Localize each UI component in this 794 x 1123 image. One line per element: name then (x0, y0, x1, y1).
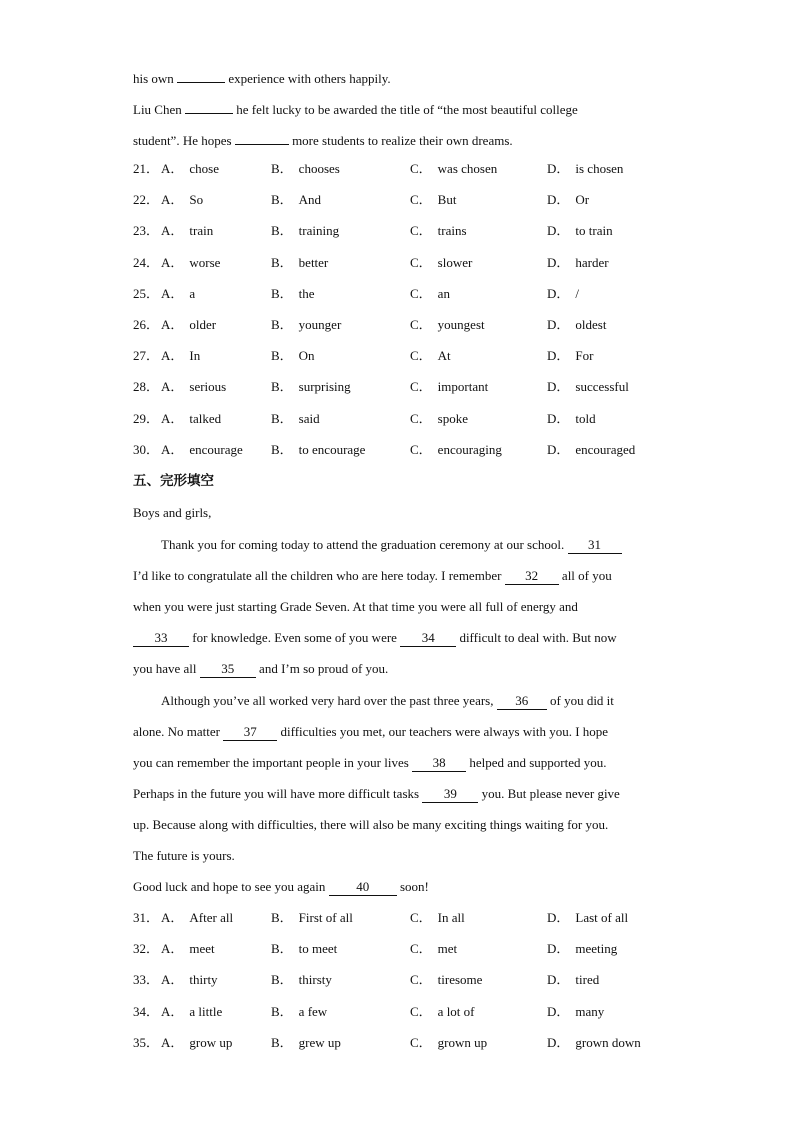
option-letter: C． (410, 161, 432, 176)
answer-option[interactable] (271, 410, 320, 428)
question-number: 27． (133, 348, 160, 364)
passage-line (161, 692, 614, 710)
answer-option[interactable] (547, 971, 599, 989)
option-text: For (575, 348, 594, 364)
option-letter: A． (161, 348, 184, 364)
option-letter: A． (161, 254, 184, 270)
cloze-blank-39: 39 (422, 787, 478, 803)
passage-line (133, 660, 388, 678)
answer-option[interactable] (410, 971, 482, 989)
passage-text: his own (133, 71, 174, 86)
answer-option[interactable] (410, 410, 468, 428)
question-row (133, 378, 693, 396)
answer-option[interactable] (161, 1003, 222, 1021)
question-row (133, 347, 693, 365)
passage-text: Liu Chen (133, 102, 182, 117)
option-text: grew up (298, 1034, 341, 1050)
option-letter: D． (547, 1034, 570, 1050)
option-text: worse (189, 254, 221, 270)
passage-line (133, 629, 617, 647)
option-letter: A． (161, 1034, 184, 1050)
option-text: / (575, 285, 580, 301)
answer-option[interactable] (547, 378, 629, 396)
passage-line (133, 67, 391, 88)
answer-option[interactable] (410, 378, 488, 396)
option-text: grow up (189, 1034, 233, 1050)
option-text: an (437, 285, 450, 301)
option-letter: D． (547, 910, 570, 925)
option-text: thirty (189, 972, 218, 988)
option-letter: C． (410, 910, 432, 925)
option-text: told (575, 410, 596, 426)
question-number: 35． (133, 1034, 160, 1050)
option-letter: D． (547, 941, 570, 957)
option-text: meeting (575, 941, 618, 957)
answer-option[interactable] (547, 909, 628, 927)
cloze-blank-34: 34 (400, 631, 456, 647)
cloze-blank-38: 38 (412, 756, 466, 772)
cloze-blank-40: 40 (329, 880, 397, 896)
answer-option[interactable] (161, 909, 233, 927)
passage-text: Although you’ve all worked very hard over the past three years, (161, 693, 494, 708)
option-text: tired (575, 972, 600, 988)
question-number: 25． (133, 285, 160, 301)
answer-option[interactable] (547, 160, 623, 178)
passage-text: I’d like to congratulate all the children who are here today. I remember (133, 568, 502, 583)
question-number: 26． (133, 317, 160, 332)
passage-line (133, 723, 608, 741)
cloze-blank-31: 31 (568, 538, 622, 554)
option-letter: D． (547, 1003, 570, 1019)
option-text: First of all (298, 910, 353, 925)
option-letter: B． (271, 910, 293, 925)
option-text: thirsty (298, 972, 332, 988)
option-text: Last of all (575, 910, 629, 925)
answer-option[interactable] (271, 191, 321, 209)
answer-option[interactable] (410, 1034, 487, 1052)
passage-line (133, 754, 607, 772)
option-letter: B． (271, 972, 293, 988)
option-letter: C． (410, 254, 432, 270)
option-text: older (189, 317, 217, 332)
passage-line (133, 785, 620, 803)
answer-option[interactable] (271, 971, 332, 989)
option-text: a few (298, 1003, 328, 1019)
answer-option[interactable] (271, 1003, 327, 1021)
option-letter: D． (547, 317, 570, 332)
question-number: 34． (133, 1003, 160, 1019)
option-letter: A． (161, 161, 184, 176)
passage-text: experience with others happily. (228, 71, 391, 86)
option-text: many (575, 1003, 605, 1019)
passage-line: up. Because along with difficulties, there will also be many exciting things waiting for you. (133, 817, 609, 832)
option-letter: C． (410, 410, 432, 426)
passage-text: Thank you for coming today to attend the graduation ceremony at our school. (161, 537, 565, 552)
option-text: to meet (298, 941, 338, 957)
answer-option[interactable] (161, 971, 218, 989)
cloze-blank-36: 36 (497, 694, 547, 710)
option-text: chooses (298, 161, 340, 176)
option-text: a (189, 285, 196, 301)
option-text: met (437, 941, 458, 957)
option-letter: A． (161, 379, 184, 395)
option-letter: C． (410, 1003, 432, 1019)
option-text: And (298, 192, 322, 208)
question-number: 30． (133, 441, 160, 457)
option-letter: A． (161, 410, 184, 426)
cloze-blank-35: 35 (200, 662, 256, 678)
passage-text: alone. No matter (133, 724, 220, 739)
option-text: encourage (189, 441, 243, 457)
option-letter: C． (410, 379, 432, 395)
option-text: serious (189, 379, 227, 395)
answer-option[interactable] (271, 316, 341, 334)
option-text: encouraging (437, 441, 502, 457)
passage-text: you. But please never give (481, 786, 620, 801)
option-text: better (298, 254, 329, 270)
option-letter: A． (161, 910, 184, 925)
answer-option[interactable] (161, 1034, 232, 1052)
cloze-blank-37: 37 (223, 725, 277, 741)
answer-blank (185, 98, 233, 114)
answer-option[interactable] (547, 316, 606, 334)
option-letter: A． (161, 192, 184, 208)
answer-blank (235, 129, 289, 145)
option-letter: D． (547, 410, 570, 426)
option-letter: A． (161, 941, 184, 957)
option-letter: D． (547, 285, 570, 301)
option-letter: A． (161, 441, 184, 457)
option-text: to train (575, 223, 613, 239)
option-text: younger (298, 317, 342, 332)
question-row (133, 316, 693, 334)
option-letter: C． (410, 192, 432, 208)
section-heading: 五、完形填空 (133, 473, 214, 489)
option-letter: B． (271, 1003, 293, 1019)
option-text: said (298, 410, 320, 426)
answer-option[interactable] (161, 191, 203, 209)
passage-line (133, 878, 429, 896)
passage-text: student”. He hopes (133, 133, 232, 148)
option-text: In all (437, 910, 465, 925)
option-letter: C． (410, 441, 432, 457)
answer-option[interactable] (161, 378, 226, 396)
option-letter: B． (271, 348, 293, 364)
option-letter: A． (161, 1003, 184, 1019)
passage-text: you can remember the important people in your lives (133, 755, 409, 770)
answer-option[interactable] (410, 222, 467, 240)
option-text: On (298, 348, 315, 364)
option-text: oldest (575, 317, 607, 332)
question-row (133, 254, 693, 272)
answer-option[interactable] (547, 347, 593, 365)
option-text: is chosen (575, 161, 624, 176)
option-letter: B． (271, 254, 293, 270)
question-row (133, 285, 693, 303)
letter-greeting: Boys and girls, (133, 505, 212, 520)
option-letter: A． (161, 317, 184, 332)
passage-text: difficulties you met, our teachers were always with you. I hope (280, 724, 609, 739)
option-text: important (437, 379, 489, 395)
option-letter: D． (547, 379, 570, 395)
question-number: 33． (133, 972, 160, 988)
option-text: a lot of (437, 1003, 475, 1019)
option-letter: B． (271, 1034, 293, 1050)
answer-option[interactable] (410, 940, 457, 958)
answer-option[interactable] (410, 254, 472, 272)
passage-line: when you were just starting Grade Seven. At that time you were all full of energy and (133, 599, 578, 614)
answer-option[interactable] (410, 909, 465, 927)
answer-option[interactable] (271, 378, 351, 396)
option-letter: D． (547, 348, 570, 364)
passage-text: and I’m so proud of you. (259, 661, 389, 676)
answer-option[interactable] (271, 347, 315, 365)
passage-text: all of you (561, 568, 612, 583)
option-text: chose (189, 161, 219, 176)
question-row (133, 940, 693, 958)
passage-text: you have all (133, 661, 197, 676)
option-letter: B． (271, 410, 293, 426)
option-text: In (189, 348, 201, 364)
option-text: successful (575, 379, 629, 395)
question-number: 31． (133, 910, 160, 925)
passage-text: soon! (399, 879, 429, 894)
option-text: training (298, 223, 340, 239)
option-letter: C． (410, 317, 432, 332)
answer-option[interactable] (547, 1003, 604, 1021)
question-row (133, 191, 693, 209)
passage-text: Perhaps in the future you will have more difficult tasks (133, 786, 420, 801)
option-letter: D． (547, 972, 570, 988)
option-letter: C． (410, 1034, 432, 1050)
question-number: 22． (133, 192, 160, 208)
answer-option[interactable] (410, 160, 497, 178)
option-text: the (298, 285, 315, 301)
option-letter: C． (410, 972, 432, 988)
option-letter: B． (271, 223, 293, 239)
answer-option[interactable] (547, 940, 617, 958)
answer-option[interactable] (547, 222, 613, 240)
option-text: But (437, 192, 457, 208)
option-text: talked (189, 410, 222, 426)
option-text: So (189, 192, 204, 208)
option-letter: D． (547, 254, 570, 270)
question-number: 28． (133, 379, 160, 395)
answer-option[interactable] (161, 940, 215, 958)
option-text: grown up (437, 1034, 488, 1050)
answer-option[interactable] (547, 191, 589, 209)
passage-text: of you did it (549, 693, 614, 708)
option-text: trains (437, 223, 467, 239)
passage-text: difficult to deal with. But now (459, 630, 617, 645)
option-letter: B． (271, 285, 293, 301)
answer-option[interactable] (271, 1034, 341, 1052)
question-row (133, 441, 693, 459)
option-letter: A． (161, 223, 184, 239)
option-letter: B． (271, 317, 293, 332)
answer-option[interactable] (161, 160, 219, 178)
question-row (133, 1034, 693, 1052)
option-text: train (189, 223, 214, 239)
option-letter: D． (547, 192, 570, 208)
question-number: 21． (133, 161, 160, 176)
question-row (133, 971, 693, 989)
option-text: Or (575, 192, 590, 208)
option-letter: C． (410, 285, 432, 301)
option-letter: B． (271, 161, 293, 176)
option-letter: C． (410, 223, 432, 239)
question-row (133, 160, 693, 178)
option-letter: A． (161, 972, 184, 988)
option-text: slower (437, 254, 473, 270)
answer-option[interactable] (410, 347, 451, 365)
answer-option[interactable] (410, 191, 456, 209)
answer-option[interactable] (410, 285, 450, 303)
passage-line (133, 567, 612, 585)
answer-option[interactable] (271, 254, 328, 272)
option-text: surprising (298, 379, 351, 395)
passage-text: more students to realize their own dreams. (292, 133, 513, 148)
passage-line: The future is yours. (133, 848, 235, 863)
cloze-blank-32: 32 (505, 569, 559, 585)
answer-option[interactable] (410, 316, 485, 334)
answer-option[interactable] (161, 222, 213, 240)
question-number: 29． (133, 410, 160, 426)
answer-option[interactable] (271, 940, 337, 958)
option-text: tiresome (437, 972, 483, 988)
question-row (133, 410, 693, 428)
option-letter: D． (547, 161, 570, 176)
option-text: After all (189, 910, 234, 925)
answer-option[interactable] (271, 285, 315, 303)
question-row (133, 1003, 693, 1021)
option-letter: C． (410, 941, 432, 957)
option-letter: B． (271, 441, 293, 457)
option-text: was chosen (437, 161, 498, 176)
question-row (133, 909, 693, 927)
passage-text: he felt lucky to be awarded the title of “the most beautiful college (236, 102, 578, 117)
option-letter: B． (271, 941, 293, 957)
answer-option[interactable] (547, 410, 596, 428)
passage-line (133, 98, 578, 119)
answer-option[interactable] (271, 441, 365, 459)
answer-option[interactable] (547, 1034, 641, 1052)
option-text: to encourage (298, 441, 366, 457)
option-text: meet (189, 941, 215, 957)
answer-option[interactable] (547, 254, 609, 272)
option-text: At (437, 348, 451, 364)
answer-option[interactable] (271, 160, 340, 178)
cloze-blank-33: 33 (133, 631, 189, 647)
option-text: spoke (437, 410, 469, 426)
answer-option[interactable] (161, 254, 220, 272)
passage-line (161, 536, 622, 554)
question-number: 23． (133, 223, 160, 239)
answer-option[interactable] (547, 285, 579, 303)
option-letter: D． (547, 441, 570, 457)
answer-option[interactable] (410, 441, 502, 459)
passage-text: Good luck and hope to see you again (133, 879, 326, 894)
option-text: encouraged (575, 441, 636, 457)
answer-option[interactable] (271, 222, 339, 240)
option-text: harder (575, 254, 609, 270)
passage-text: for knowledge. Even some of you were (192, 630, 397, 645)
answer-option[interactable] (161, 410, 221, 428)
option-text: grown down (575, 1034, 641, 1050)
answer-option[interactable] (410, 1003, 475, 1021)
option-letter: D． (547, 223, 570, 239)
option-letter: B． (271, 379, 293, 395)
answer-option[interactable] (161, 347, 200, 365)
option-letter: C． (410, 348, 432, 364)
option-text: youngest (437, 317, 485, 332)
passage-text: helped and supported you. (469, 755, 607, 770)
question-row (133, 222, 693, 240)
answer-blank (177, 67, 225, 83)
answer-option[interactable] (161, 316, 216, 334)
passage-line (133, 129, 513, 150)
answer-option[interactable] (161, 441, 243, 459)
question-number: 32． (133, 941, 160, 957)
option-letter: A． (161, 285, 184, 301)
answer-option[interactable] (547, 441, 635, 459)
question-number: 24． (133, 254, 160, 270)
answer-option[interactable] (161, 285, 195, 303)
option-text: a little (189, 1003, 223, 1019)
option-letter: B． (271, 192, 293, 208)
answer-option[interactable] (271, 909, 353, 927)
